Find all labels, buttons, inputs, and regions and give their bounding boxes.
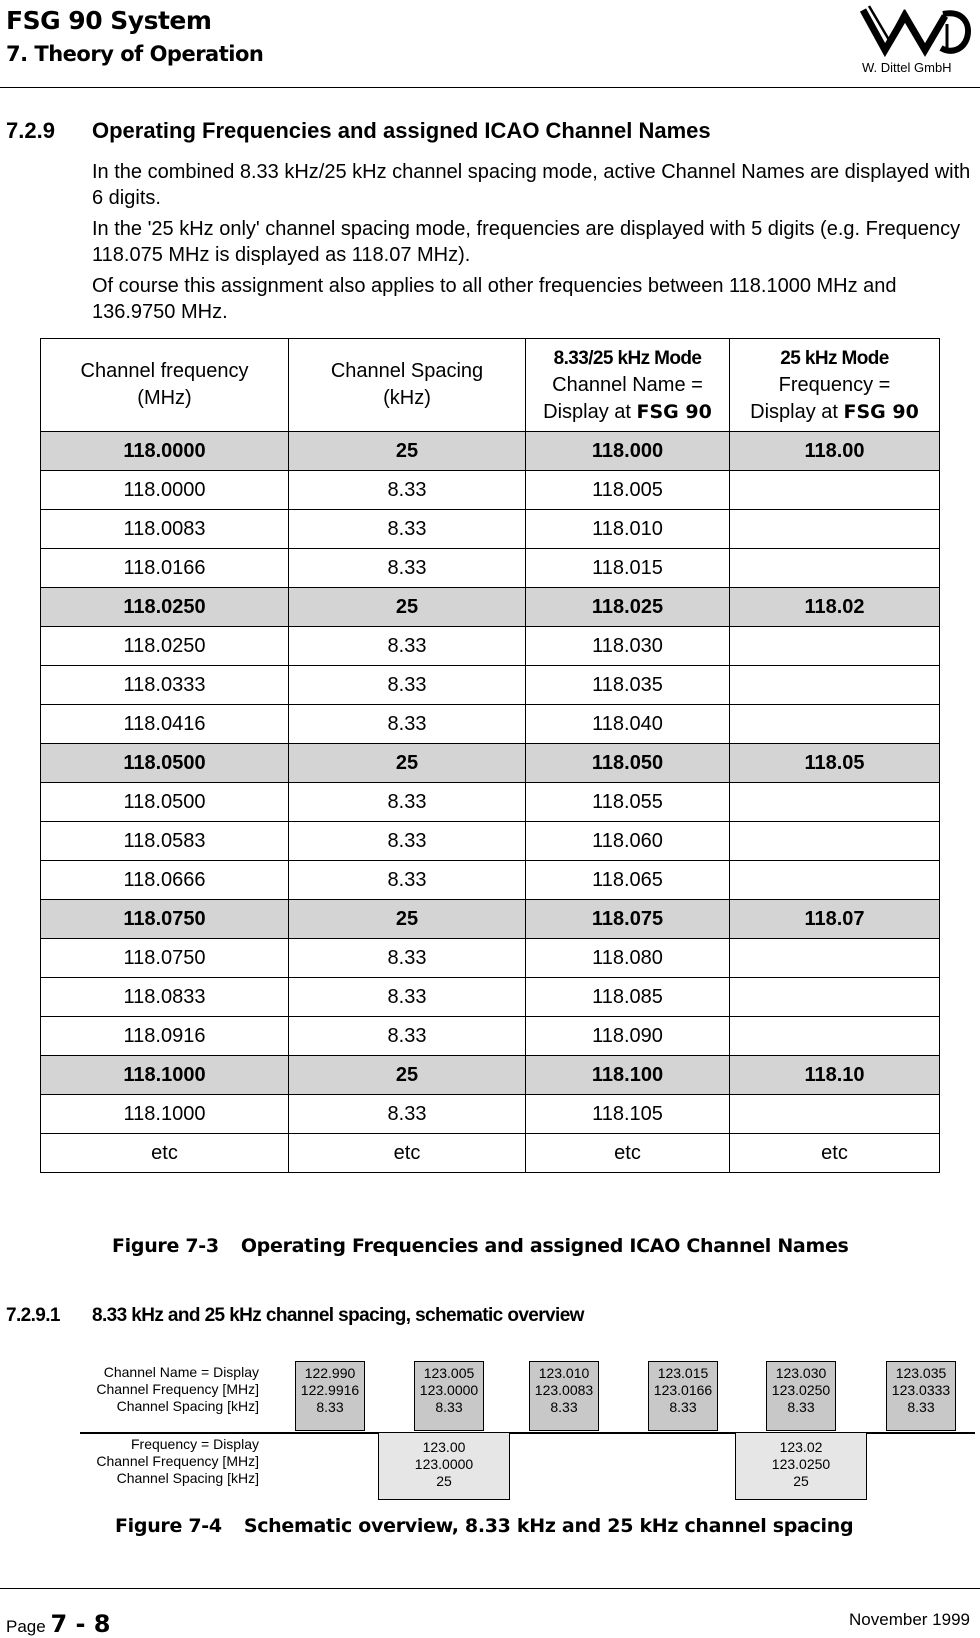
table-cell: 8.33 xyxy=(289,861,526,900)
table-cell xyxy=(730,1017,940,1056)
header-text: Channel Spacing xyxy=(330,360,484,382)
table-cell: 118.0000 xyxy=(41,471,289,510)
table-row xyxy=(41,744,940,783)
table-cell: 118.060 xyxy=(526,822,730,861)
table-cell: 118.0500 xyxy=(41,783,289,822)
table-row xyxy=(41,432,940,471)
box-text: 123.0000 xyxy=(414,1456,474,1472)
table-row xyxy=(41,1056,940,1095)
table-cell: etc xyxy=(41,1134,289,1173)
header-text: (kHz) xyxy=(383,387,431,409)
schematic-label: Channel Name = Display xyxy=(103,1364,259,1380)
table-cell: 118.080 xyxy=(526,939,730,978)
table-cell: 25 xyxy=(289,588,526,627)
table-row xyxy=(41,666,940,705)
box-text: 25 xyxy=(793,1473,809,1489)
table-row xyxy=(41,783,940,822)
table-cell: 118.040 xyxy=(526,705,730,744)
table-cell: 118.0833 xyxy=(41,978,289,1017)
table-cell xyxy=(730,978,940,1017)
table-cell: 118.035 xyxy=(526,666,730,705)
table-cell xyxy=(730,705,940,744)
header-text: (MHz) xyxy=(137,387,192,409)
table-row xyxy=(41,1134,940,1173)
table-cell: 118.100 xyxy=(526,1056,730,1095)
box-text: 25 xyxy=(436,1473,452,1489)
footer-divider xyxy=(0,1588,980,1589)
box-text: 123.015 xyxy=(657,1365,709,1381)
table-cell: 118.0666 xyxy=(41,861,289,900)
box-text: 123.0166 xyxy=(653,1382,713,1398)
schematic-label: Frequency = Display xyxy=(130,1436,259,1452)
company-name: W. Dittel GmbH xyxy=(862,60,952,75)
table-cell: 8.33 xyxy=(289,471,526,510)
table-cell: 118.0750 xyxy=(41,900,289,939)
table-cell xyxy=(730,822,940,861)
header-text: Display at xyxy=(750,400,838,423)
schematic-top-labels xyxy=(96,1364,259,1415)
header-text: Display at xyxy=(543,400,631,423)
table-cell: 118.105 xyxy=(526,1095,730,1134)
table-cell: 118.0250 xyxy=(41,627,289,666)
page-indicator xyxy=(6,1610,111,1638)
box-text: 123.0250 xyxy=(771,1382,831,1398)
box-text: 8.33 xyxy=(669,1399,697,1415)
section-title: Operating Frequencies and assigned ICAO Channel Names xyxy=(92,118,711,143)
table-cell: etc xyxy=(526,1134,730,1173)
table-cell: 118.00 xyxy=(730,432,940,471)
schematic-box-8khz xyxy=(886,1361,956,1431)
table-row xyxy=(41,1017,940,1056)
header-text: Channel frequency xyxy=(80,360,249,382)
table-cell: 118.085 xyxy=(526,978,730,1017)
table-cell xyxy=(730,861,940,900)
table-row xyxy=(41,588,940,627)
table-cell: 25 xyxy=(289,1056,526,1095)
table-row xyxy=(41,861,940,900)
box-text: 123.0083 xyxy=(534,1382,594,1398)
table-cell: 118.055 xyxy=(526,783,730,822)
box-text: 122.9916 xyxy=(300,1382,360,1398)
schematic-label: Channel Frequency [MHz] xyxy=(96,1381,259,1397)
table-cell: 118.090 xyxy=(526,1017,730,1056)
table-cell: 118.025 xyxy=(526,588,730,627)
page-prefix: Page xyxy=(6,1617,46,1636)
table-cell: 8.33 xyxy=(289,978,526,1017)
table-cell: 118.05 xyxy=(730,744,940,783)
paragraph: Of course this assignment also applies to all other frequencies between 118.1000 MHz and 136.9750 MHz. xyxy=(92,275,897,323)
table-cell: 118.0250 xyxy=(41,588,289,627)
table-row xyxy=(41,978,940,1017)
box-text: 8.33 xyxy=(316,1399,344,1415)
page-number: 7 - 8 xyxy=(50,1610,111,1638)
schematic-box-8khz xyxy=(529,1361,599,1431)
table-cell: 118.0583 xyxy=(41,822,289,861)
table-cell: 118.030 xyxy=(526,627,730,666)
table-cell: 8.33 xyxy=(289,666,526,705)
box-text: 8.33 xyxy=(550,1399,578,1415)
header-mode: 8.33/25 kHz Mode xyxy=(553,347,702,369)
header-fsg: FSG 90 xyxy=(843,400,919,423)
schematic-box-8khz xyxy=(295,1361,365,1431)
subsection-number: 7.2.9.1 xyxy=(6,1305,60,1326)
schematic-label: Channel Spacing [kHz] xyxy=(116,1398,259,1414)
table-row xyxy=(41,510,940,549)
header-divider xyxy=(0,87,980,88)
box-text: 123.0333 xyxy=(891,1382,951,1398)
schematic-box-8khz xyxy=(648,1361,718,1431)
box-text: 123.0250 xyxy=(771,1456,831,1472)
header-frequency-display xyxy=(730,339,940,432)
box-text: 123.02 xyxy=(779,1439,823,1455)
table-cell: 8.33 xyxy=(289,939,526,978)
header-channel-spacing xyxy=(289,339,526,432)
figure-4-caption xyxy=(115,1515,853,1537)
table-cell: 8.33 xyxy=(289,510,526,549)
box-text: 8.33 xyxy=(435,1399,463,1415)
schematic-box-8khz xyxy=(766,1361,836,1431)
schematic-label: Channel Frequency [MHz] xyxy=(96,1453,259,1469)
frequency-table xyxy=(40,338,940,1173)
document-date: November 1999 xyxy=(849,1610,970,1629)
subsection-title: 8.33 kHz and 25 kHz channel spacing, schematic overview xyxy=(92,1305,584,1326)
table-cell: 25 xyxy=(289,744,526,783)
table-row xyxy=(41,822,940,861)
figure-caption-text: Operating Frequencies and assigned ICAO Channel Names xyxy=(240,1235,849,1257)
table-cell: 118.1000 xyxy=(41,1056,289,1095)
table-cell: 118.050 xyxy=(526,744,730,783)
table-cell: 118.1000 xyxy=(41,1095,289,1134)
table-cell: 118.0000 xyxy=(41,432,289,471)
table-cell xyxy=(730,666,940,705)
box-text: 123.010 xyxy=(538,1365,590,1381)
table-cell xyxy=(730,549,940,588)
table-cell: 118.0166 xyxy=(41,549,289,588)
document-title: FSG 90 System xyxy=(6,6,212,35)
table-cell: 118.000 xyxy=(526,432,730,471)
table-cell xyxy=(730,939,940,978)
header-text: Channel Name = xyxy=(552,373,703,396)
box-text: 123.0000 xyxy=(419,1382,479,1398)
box-text: 8.33 xyxy=(787,1399,815,1415)
table-row xyxy=(41,939,940,978)
box-text: 123.030 xyxy=(775,1365,827,1381)
table-cell: 118.010 xyxy=(526,510,730,549)
table-cell: 118.0750 xyxy=(41,939,289,978)
table-cell xyxy=(730,783,940,822)
box-text: 122.990 xyxy=(304,1365,356,1381)
table-cell xyxy=(730,1095,940,1134)
table-row xyxy=(41,549,940,588)
table-cell: etc xyxy=(289,1134,526,1173)
table-cell: 118.10 xyxy=(730,1056,940,1095)
table-cell: 118.005 xyxy=(526,471,730,510)
table-cell: 118.015 xyxy=(526,549,730,588)
table-cell: 118.075 xyxy=(526,900,730,939)
chapter-title: 7. Theory of Operation xyxy=(6,42,264,66)
table-cell: 25 xyxy=(289,900,526,939)
table-row xyxy=(41,705,940,744)
header-fsg: FSG 90 xyxy=(636,400,712,423)
box-text: 8.33 xyxy=(907,1399,935,1415)
box-text: 123.005 xyxy=(423,1365,475,1381)
table-cell: 118.0083 xyxy=(41,510,289,549)
table-cell xyxy=(730,510,940,549)
figure-label: Figure 7-3 xyxy=(112,1235,219,1257)
figure-caption-text: Schematic overview, 8.33 kHz and 25 kHz channel spacing xyxy=(243,1515,854,1537)
table-cell xyxy=(730,471,940,510)
table-cell: 118.07 xyxy=(730,900,940,939)
schematic-box-8khz xyxy=(414,1361,484,1431)
table-row xyxy=(41,1095,940,1134)
table-body xyxy=(41,432,940,1173)
paragraph: In the combined 8.33 kHz/25 kHz channel spacing mode, active Channel Names are displayed with 6 digits. xyxy=(92,161,971,209)
table-row xyxy=(41,900,940,939)
table-cell: 8.33 xyxy=(289,627,526,666)
table-cell: 118.0500 xyxy=(41,744,289,783)
table-cell: 8.33 xyxy=(289,705,526,744)
table-row xyxy=(41,471,940,510)
header-channel-frequency xyxy=(41,339,289,432)
schematic-label: Channel Spacing [kHz] xyxy=(116,1470,259,1486)
table-row xyxy=(41,627,940,666)
table-cell: 8.33 xyxy=(289,783,526,822)
paragraph: In the '25 kHz only' channel spacing mode, frequencies are displayed with 5 digits (e.g. Frequency 118.075 MHz is displayed as 118.07 MHz). xyxy=(92,218,961,266)
box-text: 123.00 xyxy=(422,1439,466,1455)
table-cell: 8.33 xyxy=(289,1095,526,1134)
schematic-box-25khz xyxy=(378,1432,510,1500)
table-cell: 118.0416 xyxy=(41,705,289,744)
table-cell xyxy=(730,627,940,666)
table-header-row xyxy=(41,339,940,432)
figure-label: Figure 7-4 xyxy=(115,1515,222,1537)
table-cell: 118.02 xyxy=(730,588,940,627)
header-text: Frequency = xyxy=(778,373,891,396)
schematic-bottom-labels xyxy=(96,1436,259,1487)
table-cell: 118.0916 xyxy=(41,1017,289,1056)
header-channel-name xyxy=(526,339,730,432)
figure-3-caption xyxy=(112,1235,849,1257)
table-cell: 8.33 xyxy=(289,1017,526,1056)
box-text: 123.035 xyxy=(895,1365,947,1381)
table-cell: 25 xyxy=(289,432,526,471)
table-cell: etc xyxy=(730,1134,940,1173)
schematic-box-25khz xyxy=(735,1432,867,1500)
table-cell: 118.0333 xyxy=(41,666,289,705)
header-mode: 25 kHz Mode xyxy=(780,347,889,369)
table-cell: 8.33 xyxy=(289,549,526,588)
table-cell: 118.065 xyxy=(526,861,730,900)
section-number: 7.2.9 xyxy=(6,118,55,143)
table-cell: 8.33 xyxy=(289,822,526,861)
